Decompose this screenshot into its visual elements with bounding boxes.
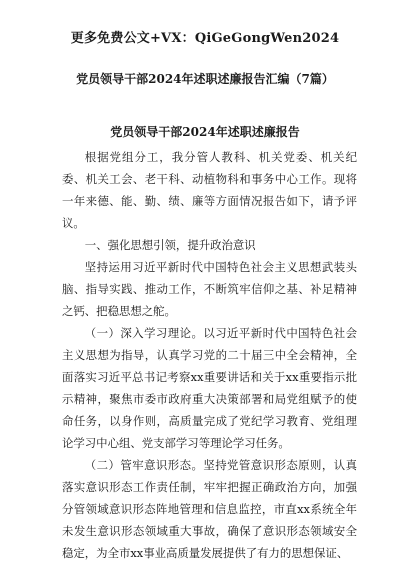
watermark-header: 更多免费公文+VX：QiGeGongWen2024 [70, 31, 340, 46]
document-body [62, 146, 357, 564]
paragraph-section-1: 坚持运用习近平新时代中国特色社会主义思想武装头脑、指导实践、推动工作，不断筑牢信仰之基、补足精神之钙、把稳思想之舵。 [62, 260, 357, 318]
heading-section-1: 一、强化思想引领，提升政治意识 [84, 238, 256, 252]
paragraph-intro: 根据党组分工，我分管人教科、机关党委、机关纪委、机关工会、老干科、动植物科和事务中心工作。现将一年来德、能、勤、绩、廉等方面情况报告如下，请予评议。 [62, 150, 357, 230]
section-title: 党员领导干部2024年述职述廉报告 [110, 125, 300, 139]
paragraph-study-theory: （一）深入学习理论。以习近平新时代中国特色社会主义思想为指导，认真学习党的二十届三中全会精神，全面落实习近平总书记考察xx重要讲话和关于xx重要指示批示精神，聚焦市委市政府重大决策部署和局党组赋予的使命任务，以身作则，高质量完成了党纪学习教育、党组理论学习中心组、党支部学习等理论学习任务。 [62, 326, 357, 450]
paragraph-ideology: （二）管牢意识形态。坚持党管意识形态原则，认真落实意识形态工作责任制，牢牢把握正确政治方向，加强分管领域意识形态阵地管理和信息监控，市直xx系统全年未发生意识形态领域重大事故，确保了意识形态领域安全稳定，为全市xx事业高质量发展提供了有力的思想保证、 [62, 458, 357, 560]
document-title: 党员领导干部2024年述职述廉报告汇编（7篇） [76, 72, 334, 86]
